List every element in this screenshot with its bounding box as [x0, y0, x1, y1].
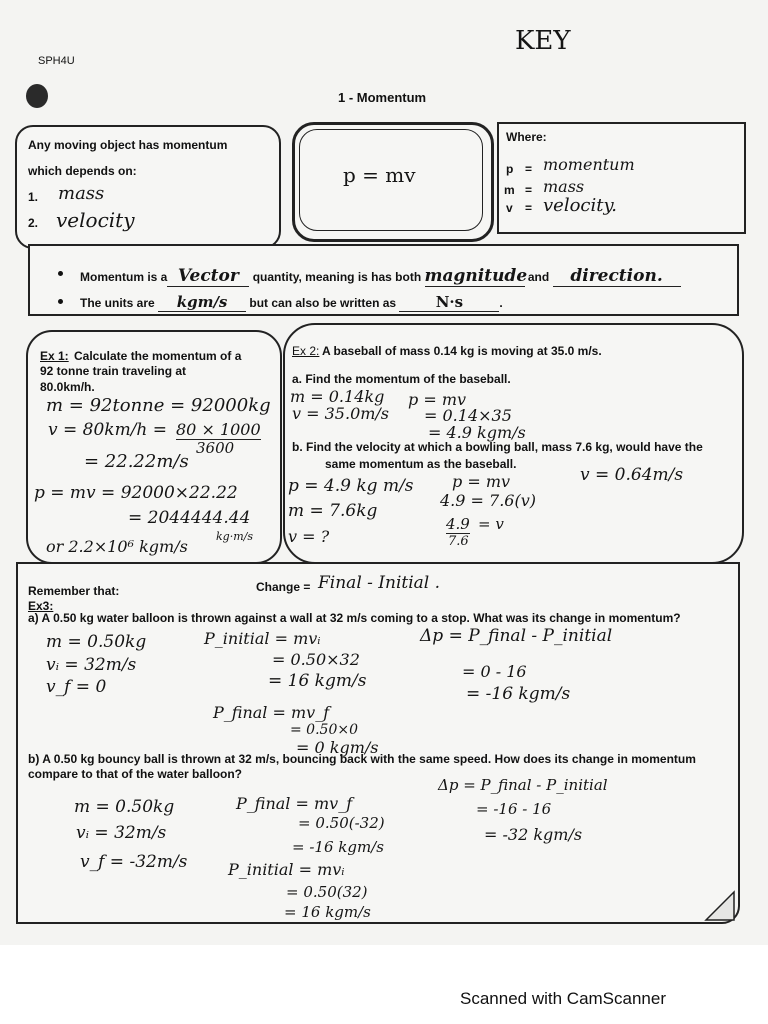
- example-3b-work-8: = 0.50(32): [286, 883, 368, 901]
- example-3a-work-3: v_f = 0: [46, 677, 107, 697]
- example-3a-work-6: = 16 kgm/s: [268, 671, 367, 691]
- example-1-question-2: 92 tonne train traveling at: [40, 364, 187, 378]
- example-3b-question-2: compare to that of the water balloon?: [28, 767, 243, 781]
- example-1-work-5-units: kg·m/s: [216, 530, 253, 543]
- intro-item-2-answer: velocity: [56, 208, 135, 232]
- where-v-symbol: v: [506, 201, 513, 215]
- example-2b-question-2: same momentum as the baseball.: [325, 457, 517, 471]
- example-3a-work-2: vᵢ = 32m/s: [46, 655, 137, 675]
- facts-text: Momentum is a: [80, 270, 168, 284]
- intro-line-1: Any moving object has momentum: [28, 138, 228, 152]
- example-2b-work-3: v = ?: [288, 527, 330, 546]
- example-1-question-1: Calculate the momentum of a: [74, 349, 242, 363]
- example-2a-work-4: = 0.14×35: [424, 406, 512, 425]
- page-title: 1 - Momentum: [338, 90, 427, 105]
- scanner-watermark: Scanned with CamScanner: [460, 989, 667, 1008]
- facts-line-2: [80, 293, 503, 312]
- example-2b-answer: v = 0.64m/s: [580, 465, 684, 485]
- example-2b-work-4: p = mv: [452, 472, 511, 491]
- where-title: Where:: [506, 130, 547, 144]
- remember-label: Remember that:: [28, 584, 120, 598]
- example-2b-work-5: 4.9 = 7.6(v): [440, 491, 536, 510]
- alt-units-answer: N·s: [435, 293, 464, 311]
- folded-corner: [704, 890, 744, 924]
- where-m-symbol: m: [504, 183, 515, 197]
- example-3-label: Ex3:: [28, 599, 54, 613]
- example-1-question-3: 80.0km/h.: [40, 380, 95, 394]
- answer-key-label: KEY: [515, 26, 571, 56]
- example-2a-work-2: v = 35.0m/s: [292, 404, 390, 423]
- direction-answer: direction.: [570, 266, 663, 286]
- example-2a-question: a. Find the momentum of the baseball.: [292, 372, 511, 386]
- units-answer: kgm/s: [176, 293, 228, 311]
- example-2b-work-6-denominator: 7.6: [448, 534, 469, 549]
- example-1-label: Ex 1:: [40, 349, 69, 363]
- example-1-work-2b: 80 × 1000: [176, 420, 261, 439]
- example-2b-work-6-numerator: 4.9: [446, 515, 470, 533]
- example-2-question: A baseball of mass 0.14 kg is moving at 35.0 m/s.: [322, 344, 602, 358]
- example-1-work-2c: 3600: [196, 439, 235, 457]
- course-code: SPH4U: [38, 55, 75, 67]
- example-2-label: Ex 2:: [292, 344, 320, 358]
- example-3b-work-7: P_initial = mvᵢ: [228, 860, 345, 879]
- example-3b-work-5: = 0.50(-32): [298, 814, 385, 832]
- facts-bullet-1: [58, 271, 63, 276]
- example-3a-work-11: = 0 - 16: [462, 662, 527, 681]
- intro-item-1-number: 1.: [28, 190, 39, 204]
- example-3a-work-4: P_initial = mvᵢ: [204, 629, 321, 648]
- facts-text: and: [527, 270, 550, 284]
- example-2a-work-1: m = 0.14kg: [290, 387, 385, 406]
- example-3a-question: a) A 0.50 kg water balloon is thrown against a wall at 32 m/s coming to a stop. What was its change in momentum?: [28, 611, 681, 625]
- facts-text: quantity, meaning is has both: [252, 270, 422, 284]
- example-1-work-4: p = mv = 92000×22.22: [34, 483, 238, 503]
- intro-item-1-answer: mass: [58, 183, 105, 204]
- magnitude-answer: magnitude: [424, 266, 528, 286]
- where-p-equals: =: [525, 162, 533, 176]
- vector-answer: Vector: [177, 266, 239, 286]
- facts-text: but can also be written as: [249, 296, 397, 310]
- example-1-work-1: m = 92tonne = 92000kg: [46, 395, 271, 416]
- example-1-work-3: = 22.22m/s: [84, 451, 189, 472]
- example-3b-work-12: = -32 kgm/s: [484, 825, 583, 844]
- facts-bullet-2: [58, 299, 63, 304]
- facts-text: The units are: [80, 296, 155, 310]
- example-1-work-5: = 2044444.44: [128, 508, 251, 528]
- example-3b-work-11: = -16 - 16: [476, 800, 552, 818]
- where-v-answer: velocity.: [543, 195, 617, 216]
- facts-text: .: [499, 296, 503, 310]
- example-1-work-6: or 2.2×10⁶ kgm/s: [46, 537, 188, 556]
- example-3a-work-10: Δp = P_final - P_initial: [420, 626, 613, 646]
- example-3b-question-1: b) A 0.50 kg bouncy ball is thrown at 32 m/s, bouncing back with the same speed. How does its change in momentum: [28, 752, 696, 766]
- example-2a-work-3: p = mv: [408, 390, 467, 409]
- example-3b-work-6: = -16 kgm/s: [292, 838, 384, 856]
- example-3b-work-9: = 16 kgm/s: [284, 903, 371, 921]
- example-2a-work-5: = 4.9 kgm/s: [428, 423, 526, 442]
- where-m-equals: =: [525, 183, 533, 197]
- example-3b-work-2: vᵢ = 32m/s: [76, 823, 167, 843]
- where-m-answer: mass: [543, 177, 585, 196]
- example-3a-work-1: m = 0.50kg: [46, 632, 147, 652]
- example-3a-work-5: = 0.50×32: [272, 650, 360, 669]
- example-3a-work-8: = 0.50×0: [290, 722, 358, 738]
- where-p-answer: momentum: [543, 155, 635, 174]
- example-2b-work-6-result: = v: [478, 515, 504, 533]
- intro-line-2: which depends on:: [28, 164, 137, 178]
- facts-line-1: [80, 266, 681, 287]
- example-3a-work-9: = 0 kgm/s: [296, 738, 379, 757]
- example-3b-work-3: v_f = -32m/s: [80, 852, 188, 872]
- where-p-symbol: p: [506, 162, 514, 176]
- example-2b-question-1: b. Find the velocity at which a bowling ball, mass 7.6 kg, would have the: [292, 440, 703, 454]
- change-label: Change =: [256, 580, 311, 594]
- punch-hole-top: [26, 84, 48, 108]
- example-2b-work-2: m = 7.6kg: [288, 501, 378, 521]
- example-1-work-2a: v = 80km/h =: [48, 420, 168, 440]
- example-2b-work-1: p = 4.9 kg m/s: [288, 476, 414, 496]
- change-answer: Final - Initial .: [318, 573, 441, 593]
- example-3a-work-7: P_final = mv_f: [213, 703, 330, 722]
- momentum-formula: p = mv: [343, 163, 416, 187]
- example-3b-work-10: Δp = P_final - P_initial: [438, 776, 608, 794]
- example-3a-work-12: = -16 kgm/s: [466, 684, 571, 704]
- example-3b-work-4: P_final = mv_f: [236, 794, 353, 813]
- where-v-equals: =: [525, 201, 533, 215]
- example-3b-work-1: m = 0.50kg: [74, 797, 175, 817]
- intro-item-2-number: 2.: [28, 216, 39, 230]
